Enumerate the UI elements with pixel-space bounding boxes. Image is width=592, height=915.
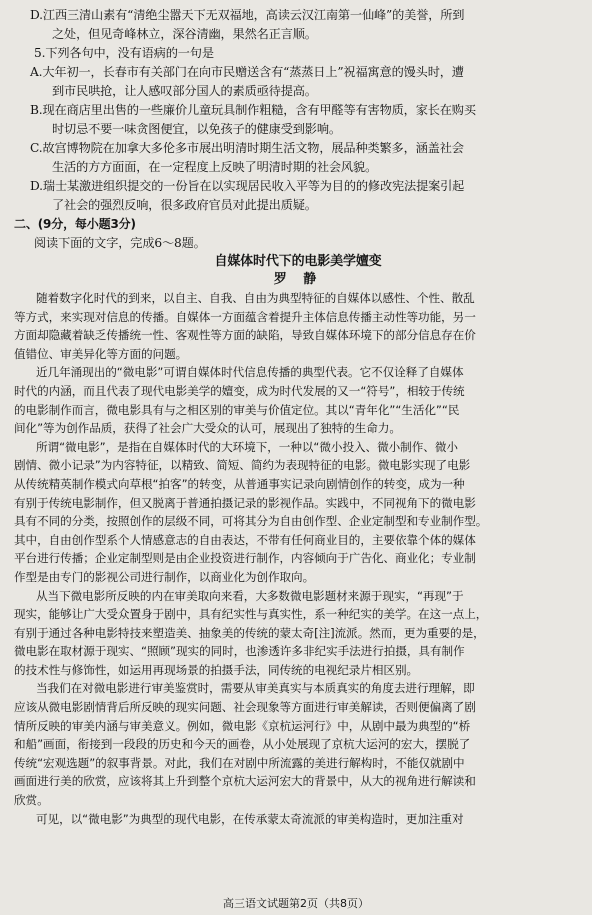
- text-line: 的电影制作而言，微电影具有与之相区别的审美与价值定位。其以“青年化”“生活化”“民: [14, 402, 460, 417]
- text-line: 方面却隐藏着缺乏传播统一性、客观性等方面的缺陷，导致自媒体环境下的部分信息存在价: [14, 328, 476, 343]
- text-line: 应该从微电影剧情背后所反映的现实问题、社会现象等方面进行审美解读，否则便偏离了剧: [14, 700, 476, 715]
- text-line: 具有不同的分类，按照创作的层级不同，可将其分为自由创作型、企业定制型和专业制作型。: [14, 514, 488, 529]
- text-line: 剧情、微小记录”为内容特征，以精致、简短、简约为表现特征的电影。微电影实现了电影: [14, 458, 471, 473]
- text-line: 的技术性与修饰性，如运用再现场景的拍摄手法，同传统的电视纪录片相区别。: [14, 662, 419, 677]
- text-line: 其中，自由创作型系个人情感意志的自由表达，不带有任何商业目的，主要依靠个体的媒体: [14, 532, 476, 547]
- text-line: 自媒体时代下的电影美学嬗变: [214, 254, 382, 269]
- text-line: 可见，以“微电影”为典型的现代电影，在传承蒙太奇流派的审美构造时，更加注重对: [36, 811, 464, 826]
- text-line: B.现在商店里出售的一些廉价儿童玩具制作粗糙，含有甲醛等有害物质，家长在购买: [30, 103, 476, 117]
- text-line: 了社会的强烈反响，很多政府官员对此提出质疑。: [52, 198, 317, 212]
- text-line: 和船”画面，衔接到一段段的历史和今天的画卷，从小处展现了京杭大运河的宏大，摆脱了: [14, 737, 471, 752]
- page-footer: 高三语文试题第2页（共8页）: [223, 897, 369, 910]
- page-content: [14, 6, 582, 828]
- text-line: 欣赏。: [14, 793, 49, 808]
- text-line: 阅读下面的文字，完成6～8题。: [34, 236, 206, 250]
- text-line: 到市民哄抢，让人感叹部分国人的素质亟待提高。: [52, 84, 317, 98]
- text-line: 从传统精英制作模式向草根“拍客”的转变，从普通事实记录向剧情创作的转变，成为一种: [14, 476, 465, 491]
- text-line: 二、(9分，每小题3分): [14, 217, 136, 231]
- text-line: D.江西三清山素有“清绝尘嚣天下无双福地，高读云汉江南第一仙峰”的美誉，所到: [30, 8, 465, 22]
- text-line: 画面进行美的欣赏，应该将其上升到整个京杭大运河宏大的背景中，从大的视角进行解读和: [14, 774, 476, 789]
- text-line: 从当下微电影所反映的内在审美取向来看，大多数微电影题材来源于现实，“再现”于: [36, 588, 464, 603]
- text-line: 罗 静: [273, 272, 323, 287]
- text-line: 时切忌不要一味贪图便宜，以免孩子的健康受到影响。: [52, 122, 341, 136]
- text-line: 情所反映的审美内涵与审美意义。例如，微电影《京杭运河行》中，从剧中最为典型的“桥: [14, 718, 471, 733]
- text-line: 5.下列各句中，没有语病的一句是: [34, 46, 214, 60]
- text-line: 传统“宏观选题”的叙事背景。对此，我们在对剧中所流露的美进行解构时，不能仅就剧中: [14, 755, 465, 770]
- text-line: 平台进行传播；企业定制型则是由企业投资进行制作，内容倾向于广告化、商业化；专业制: [14, 551, 476, 566]
- text-line: 当我们在对微电影进行审美鉴赏时，需要从审美真实与本质真实的角度去进行理解，即: [36, 681, 475, 696]
- text-line: 现实，能够让广大受众置身于剧中，具有纪实性与真实性，系一种纪实的美学。在这一点上，: [14, 607, 488, 622]
- text-line: C.故宫博物院在加拿大多伦多市展出明清时期生活文物，展品种类繁多，涵盖社会: [30, 141, 464, 155]
- text-line: 等方式，来实现对信息的传播。自媒体一方面蕴含着提升主体信息传播主动性等功能，另一: [14, 309, 476, 324]
- text-line: 作型是由专门的影视公司进行制作，以商业化为创作取向。: [14, 569, 315, 584]
- text-line: 之处，但见奇峰林立，深谷清幽，果然名正言顺。: [52, 27, 317, 41]
- text-line: 随着数字化时代的到来，以自主、自我、自由为典型特征的自媒体以感性、个性、散乱: [36, 291, 475, 305]
- text-line: A.大年初一，长春市有关部门在向市民赠送含有“蒸蒸日上”祝福寓意的馒头时，遭: [30, 65, 464, 79]
- text-line: 有别于通过各种电影特技来塑造美、抽象美的传统的蒙太奇[注]流派。然而，更为重要的是，: [14, 625, 485, 640]
- text-line: 微电影在取材源于现实、“照顾”现实的同时，也渗透许多非纪实手法进行拍摄，具有制作: [14, 644, 465, 659]
- text-line: 有别于传统电影制作，但又脱离于普通拍摄记录的影视作品。实践中，不同视角下的微电影: [14, 495, 476, 510]
- text-line: 生活的方方面面，在一定程度上反映了明清时期的社会风貌。: [52, 160, 378, 174]
- text-line: D.瑞士某激进组织提交的一份旨在以实现居民收入平等为目的的修改宪法提案引起: [30, 179, 465, 193]
- text-line: 值错位、审美异化等方面的问题。: [14, 346, 188, 361]
- text-line: 近几年涌现出的“微电影”可谓自媒体时代信息传播的典型代表。它不仅诠释了自媒体: [36, 365, 464, 380]
- text-line: 所谓“微电影”，是指在自媒体时代的大环境下，一种以“微小投入、微小制作、微小: [36, 439, 458, 454]
- text-line: 间化”等为创作品质，获得了社会广大受众的认可，展现出了独特的生命力。: [14, 421, 401, 436]
- text-line: 时代的内涵，而且代表了现代电影美学的嬗变，成为时代发展的又一“符号”，相较于传统: [14, 383, 465, 398]
